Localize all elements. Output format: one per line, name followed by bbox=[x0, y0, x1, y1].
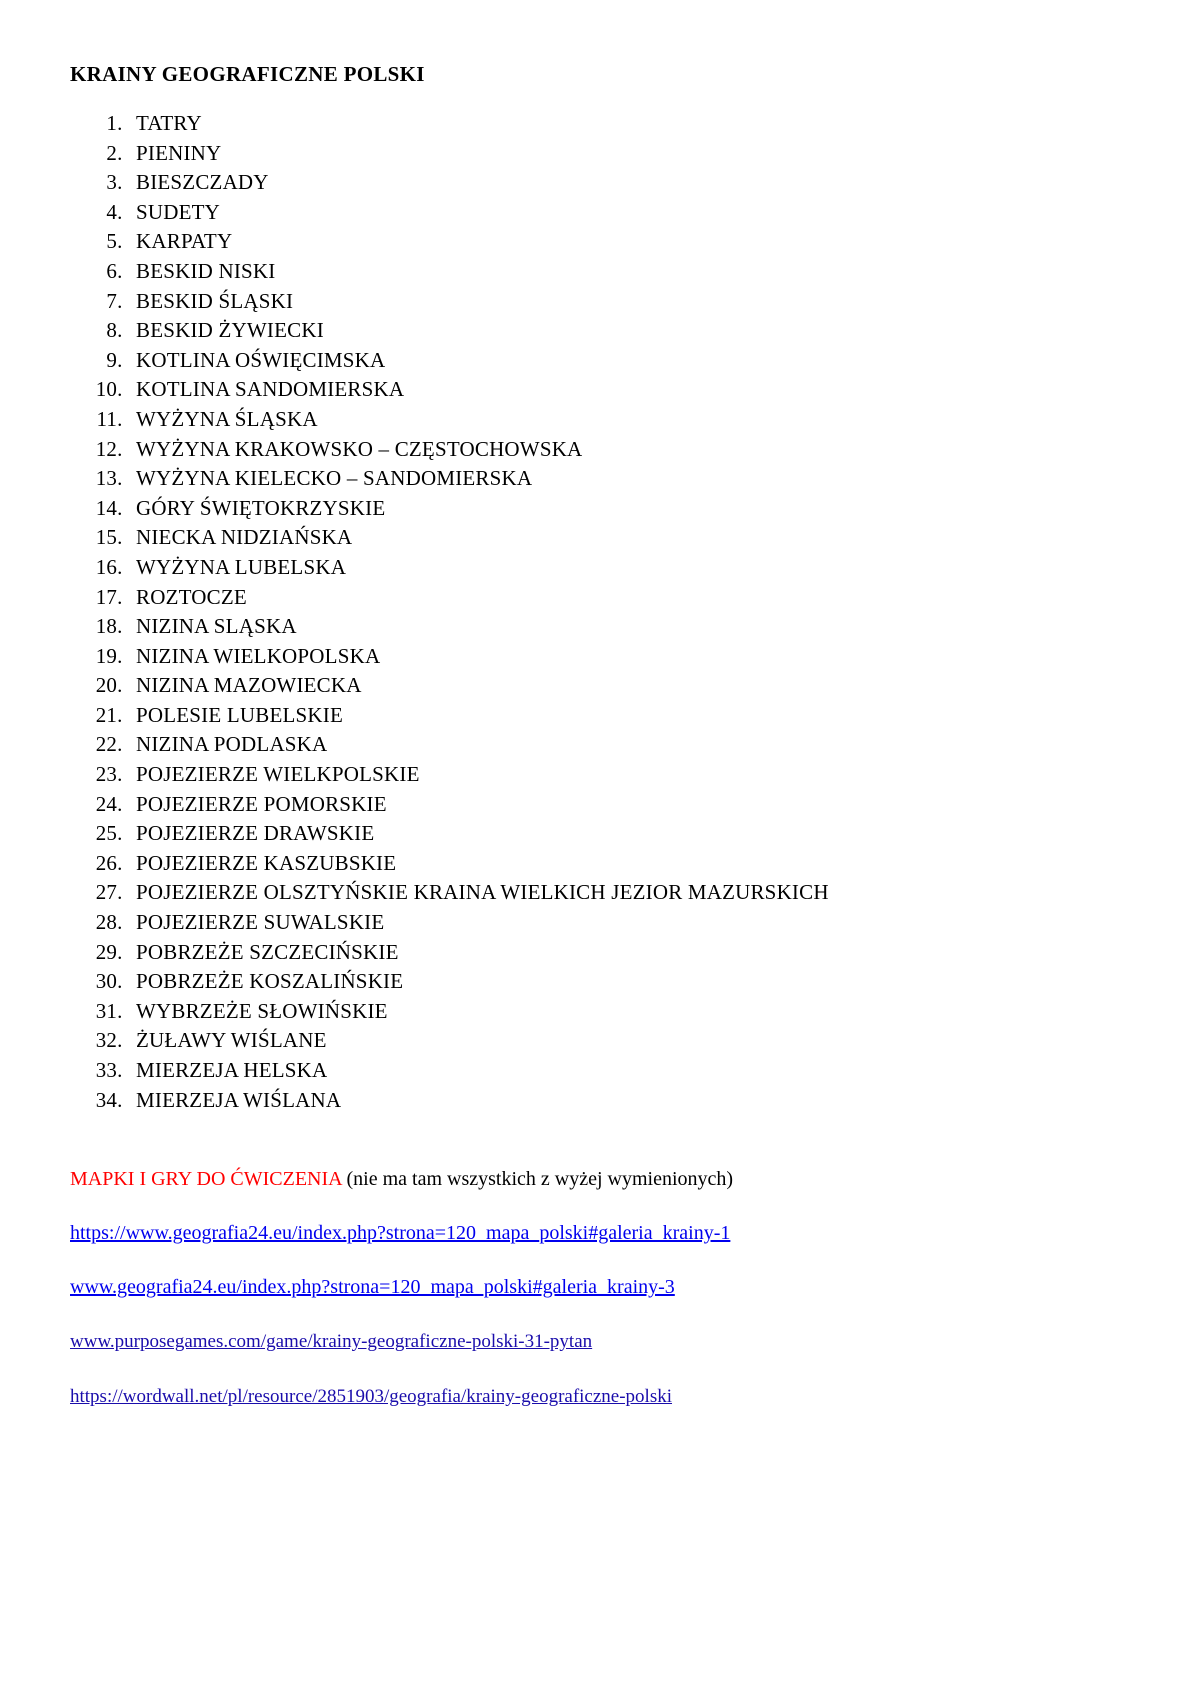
region-name: GÓRY ŚWIĘTOKRZYSKIE bbox=[136, 495, 386, 520]
region-name: NIZINA SLĄSKA bbox=[136, 614, 297, 639]
list-item bbox=[128, 701, 1130, 731]
list-item bbox=[128, 790, 1130, 820]
list-item bbox=[128, 730, 1130, 760]
list-item bbox=[128, 1086, 1130, 1116]
region-name: POBRZEŻE SZCZECIŃSKIE bbox=[136, 939, 399, 964]
exercises-heading bbox=[70, 1165, 1130, 1193]
list-item bbox=[128, 139, 1130, 169]
list-item bbox=[128, 287, 1130, 317]
list-item bbox=[128, 198, 1130, 228]
exercises-heading-note: (nie ma tam wszystkich z wyżej wymienionych) bbox=[346, 1168, 734, 1191]
region-name: KOTLINA OŚWIĘCIMSKA bbox=[136, 347, 386, 372]
region-name: NIZINA PODLASKA bbox=[136, 732, 328, 757]
region-name: BESKID NISKI bbox=[136, 258, 276, 283]
exercise-link-4[interactable]: https://wordwall.net/pl/resource/2851903/geografia/krainy-geograficzne-polski bbox=[70, 1386, 673, 1408]
list-item bbox=[128, 671, 1130, 701]
list-item bbox=[128, 760, 1130, 790]
region-name: BESKID ŚLĄSKI bbox=[136, 288, 294, 313]
link-row bbox=[70, 1382, 1130, 1411]
list-item bbox=[128, 494, 1130, 524]
region-name: NIZINA WIELKOPOLSKA bbox=[136, 643, 381, 668]
region-name: WYŻYNA LUBELSKA bbox=[136, 554, 347, 579]
list-item bbox=[128, 819, 1130, 849]
list-item bbox=[128, 1026, 1130, 1056]
region-name: POLESIE LUBELSKIE bbox=[136, 702, 343, 727]
list-item bbox=[128, 257, 1130, 287]
region-name: MIERZEJA HELSKA bbox=[136, 1058, 328, 1082]
region-name: KOTLINA SANDOMIERSKA bbox=[136, 377, 405, 402]
list-item bbox=[128, 967, 1130, 997]
list-item bbox=[128, 849, 1130, 879]
region-name: POJEZIERZE WIELKPOLSKIE bbox=[136, 762, 420, 787]
region-name: PIENINY bbox=[136, 140, 222, 165]
section-spacer bbox=[70, 1115, 1130, 1165]
link-row bbox=[70, 1273, 1130, 1301]
region-name: POJEZIERZE SUWALSKIE bbox=[136, 910, 385, 935]
list-item bbox=[128, 997, 1130, 1027]
list-item bbox=[128, 523, 1130, 553]
exercise-link-2[interactable]: www.geografia24.eu/index.php?strona=120_mapa_polski#galeria_krainy-3 bbox=[70, 1276, 675, 1299]
exercises-section bbox=[70, 1165, 1130, 1411]
list-item bbox=[128, 1056, 1130, 1086]
region-name: POJEZIERZE POMORSKIE bbox=[136, 791, 387, 816]
region-name: POBRZEŻE KOSZALIŃSKIE bbox=[136, 969, 404, 994]
list-item bbox=[128, 583, 1130, 613]
region-name: POJEZIERZE KASZUBSKIE bbox=[136, 850, 397, 875]
region-name: NIZINA MAZOWIECKA bbox=[136, 673, 362, 698]
list-item bbox=[128, 109, 1130, 139]
region-name: BIESZCZADY bbox=[136, 170, 269, 195]
list-item bbox=[128, 553, 1130, 583]
list-item bbox=[128, 168, 1130, 198]
list-item bbox=[128, 612, 1130, 642]
region-name: POJEZIERZE OLSZTYŃSKIE KRAINA WIELKICH JEZIOR MAZURSKICH bbox=[136, 880, 829, 905]
link-row bbox=[70, 1219, 1130, 1247]
region-name: KARPATY bbox=[136, 229, 233, 254]
geographic-regions-list bbox=[70, 109, 1130, 1115]
list-item bbox=[128, 227, 1130, 257]
list-item bbox=[128, 435, 1130, 465]
region-name: BESKID ŻYWIECKI bbox=[136, 318, 324, 343]
region-name: WYŻYNA KRAKOWSKO – CZĘSTOCHOWSKA bbox=[136, 436, 583, 461]
exercises-heading-red: MAPKI I GRY DO ĆWICZENIA bbox=[70, 1168, 342, 1191]
exercise-link-3[interactable]: www.purposegames.com/game/krainy-geograficzne-polski-31-pytan bbox=[70, 1331, 593, 1353]
region-name: TATRY bbox=[136, 111, 202, 135]
region-name: WYŻYNA KIELECKO – SANDOMIERSKA bbox=[136, 466, 533, 491]
list-item bbox=[128, 375, 1130, 405]
link-row bbox=[70, 1327, 1130, 1356]
list-item bbox=[128, 405, 1130, 435]
exercise-link-1[interactable]: https://www.geografia24.eu/index.php?strona=120_mapa_polski#galeria_krainy-1 bbox=[70, 1222, 731, 1245]
region-name: ŻUŁAWY WIŚLANE bbox=[136, 1028, 327, 1053]
list-item bbox=[128, 878, 1130, 908]
region-name: SUDETY bbox=[136, 199, 221, 224]
page-title: KRAINY GEOGRAFICZNE POLSKI bbox=[70, 62, 425, 86]
list-item bbox=[128, 938, 1130, 968]
list-item bbox=[128, 642, 1130, 672]
region-name: NIECKA NIDZIAŃSKA bbox=[136, 525, 353, 550]
list-item bbox=[128, 346, 1130, 376]
list-item bbox=[128, 316, 1130, 346]
region-name: MIERZEJA WIŚLANA bbox=[136, 1087, 342, 1112]
region-name: WYBRZEŻE SŁOWIŃSKIE bbox=[136, 998, 388, 1023]
list-item bbox=[128, 464, 1130, 494]
region-name: POJEZIERZE DRAWSKIE bbox=[136, 821, 375, 846]
region-name: WYŻYNA ŚLĄSKA bbox=[136, 406, 318, 431]
list-item bbox=[128, 908, 1130, 938]
region-name: ROZTOCZE bbox=[136, 584, 247, 609]
